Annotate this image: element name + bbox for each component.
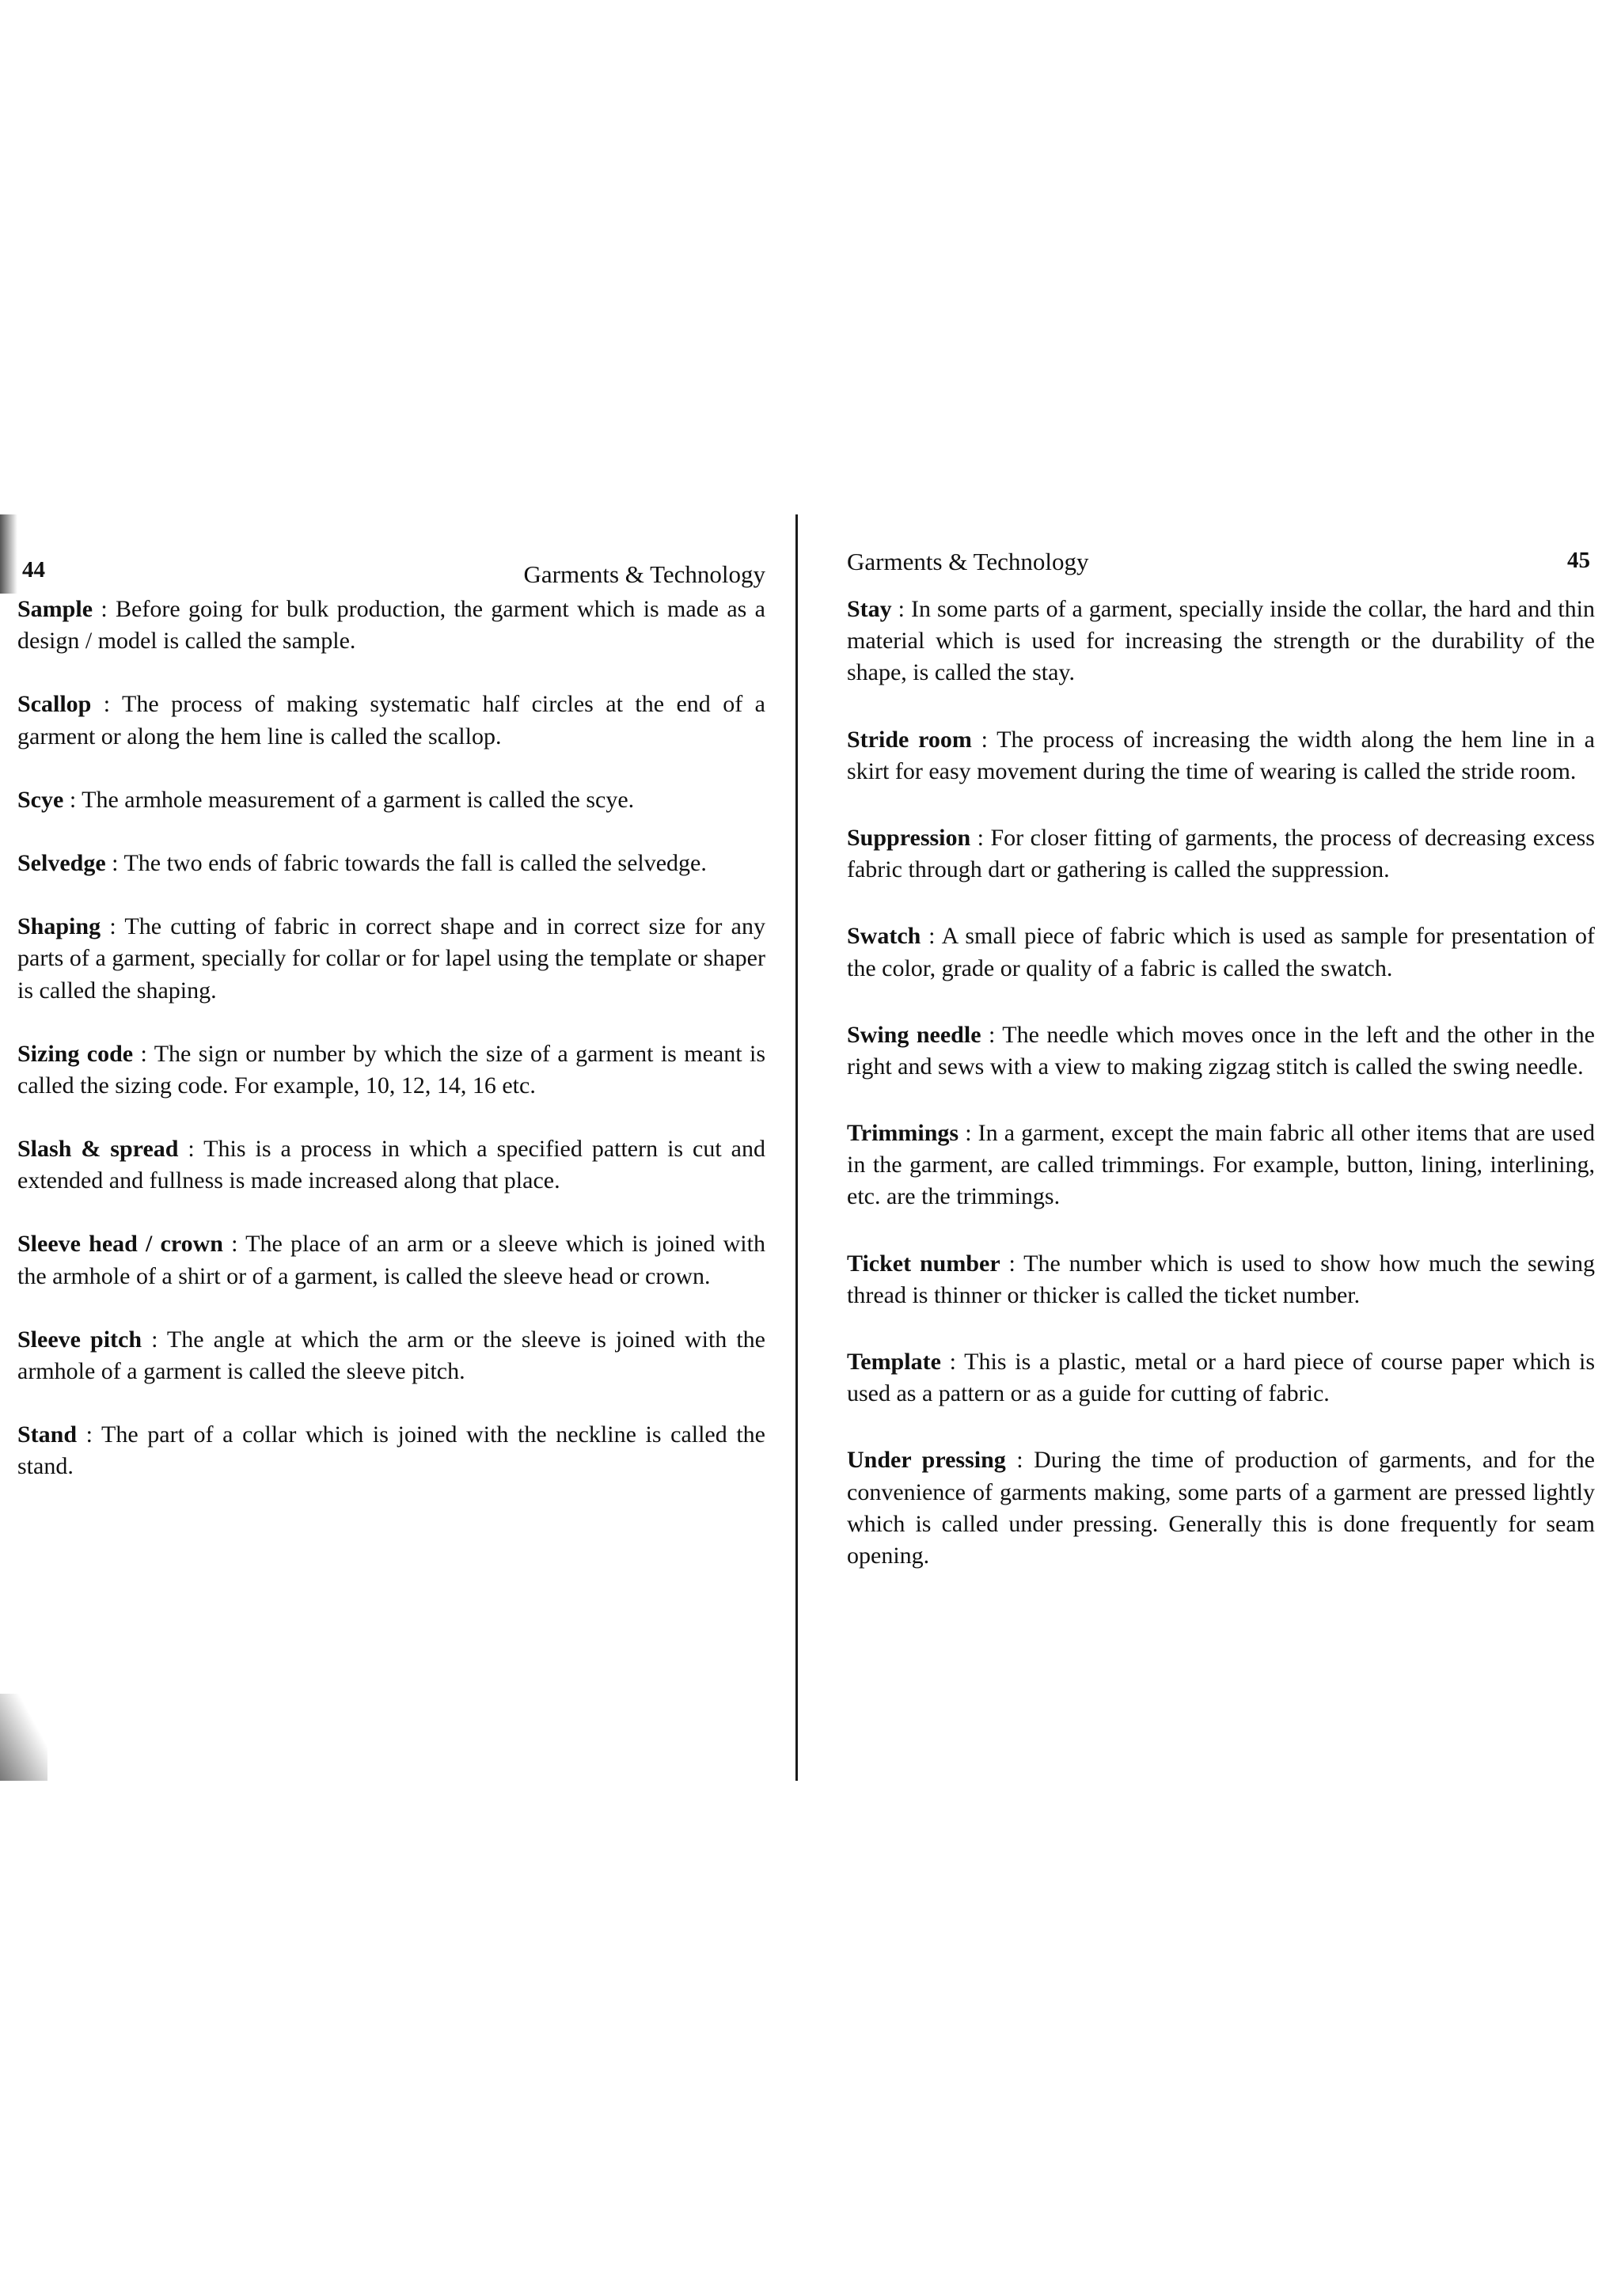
glossary-term: Scallop — [17, 691, 92, 718]
glossary-term: Swatch — [847, 923, 921, 950]
glossary-definition: : The two ends of fabric towards the fall is called the selvedge. — [105, 849, 707, 876]
glossary-term: Selvedge — [17, 849, 106, 876]
glossary-definition: : In some parts of a garment, specially inside the collar, the hard and thin material which is used for increasing the strength or the durability of the shape, is called the stay. — [847, 596, 1595, 686]
glossary-entry — [847, 822, 1595, 886]
glossary-term: Stand — [17, 1421, 78, 1448]
glossary-term: Sample — [17, 596, 93, 622]
book-gutter — [795, 514, 798, 1781]
glossary-term: Sizing code — [17, 1040, 134, 1067]
glossary-definition: : The cutting of fabric in correct shape and in correct size for any parts of a garment, specially for collar or for lapel using the template or shaper is called the shaping. — [17, 913, 765, 1004]
running-title: Garments & Technology — [847, 548, 1089, 575]
glossary-term: Sleeve head / crown — [17, 1231, 223, 1258]
glossary-definition: : The number which is used to show how much the sewing thread is thinner or thicker is called the ticket number. — [847, 1250, 1595, 1308]
glossary-term: Ticket number — [847, 1250, 1000, 1277]
scan-shadow — [0, 1694, 47, 1781]
glossary-definition: : In a garment, except the main fabric all other items that are used in the garment, are called trimmings. For example, button, lining, interlining, etc. are the trimmings. — [847, 1120, 1595, 1210]
glossary-entry — [17, 689, 765, 752]
glossary-term: Shaping — [17, 913, 101, 940]
glossary-entry — [17, 911, 765, 1007]
glossary-entry — [17, 594, 765, 657]
running-head — [17, 546, 765, 594]
glossary-term: Slash & spread — [17, 1136, 179, 1163]
glossary-entry — [17, 1419, 765, 1482]
glossary-term: Template — [847, 1349, 941, 1375]
glossary-term: Sleeve pitch — [17, 1326, 142, 1353]
glossary-term: Scye — [17, 786, 64, 813]
glossary-term: Stride room — [847, 726, 972, 753]
glossary-entry — [847, 920, 1595, 984]
right-page — [847, 546, 1595, 1572]
scan-shadow — [0, 514, 17, 594]
glossary-definition: : This is a process in which a specified pattern is cut and extended and fullness is made increased along that place. — [17, 1136, 765, 1194]
glossary-entry — [847, 724, 1595, 787]
glossary-term: Trimmings — [847, 1120, 959, 1147]
glossary-definition: : The angle at which the arm or the sleeve is joined with the armhole of a garment is called the sleeve pitch. — [17, 1326, 765, 1384]
glossary-definition: : The needle which moves once in the left and the other in the right and sews with a view to making zigzag stitch is called the swing needle. — [847, 1021, 1595, 1080]
glossary-definition: : This is a plastic, metal or a hard piece of course paper which is used as a pattern or as a guide for cutting of fabric. — [847, 1349, 1595, 1407]
glossary-definition: : During the time of production of garments, and for the convenience of garments making, some parts of a garment are pressed lightly which is called under pressing. Generally this is done frequently for seam opening. — [847, 1447, 1596, 1569]
glossary-entry — [17, 1038, 765, 1102]
page-number: 45 — [1567, 548, 1590, 573]
glossary-definition: : The process of increasing the width along the hem line in a skirt for easy movement during the time of wearing is called the stride room. — [847, 726, 1596, 784]
glossary-term: Swing needle — [847, 1021, 981, 1048]
left-page — [17, 546, 765, 1483]
glossary-entry — [847, 1248, 1595, 1311]
glossary-entry — [17, 1324, 765, 1387]
page-number: 44 — [22, 557, 45, 583]
glossary-definition: : The sign or number by which the size of a garment is meant is called the sizing code. For example, 10, 12, 14, 16 etc. — [17, 1040, 765, 1099]
glossary-term: Suppression — [847, 824, 971, 851]
glossary-term: Under pressing — [847, 1447, 1006, 1474]
glossary-entry — [17, 848, 765, 879]
glossary-entry — [17, 784, 765, 816]
glossary-definition: : The armhole measurement of a garment is called the scye. — [63, 786, 635, 813]
glossary-entry — [847, 1346, 1595, 1410]
glossary-entry — [847, 594, 1595, 689]
glossary-definition: : A small piece of fabric which is used as sample for presentation of the color, grade or quality of a fabric is called the swatch. — [847, 923, 1595, 981]
glossary-entry — [847, 1444, 1595, 1572]
glossary-definition: : The part of a collar which is joined with the neckline is called the stand. — [17, 1421, 765, 1480]
glossary-definition: : The process of making systematic half circles at the end of a garment or along the hem line is called the scallop. — [17, 691, 765, 750]
glossary-entry — [17, 1228, 765, 1292]
glossary-definition: : The place of an arm or a sleeve which is joined with the armhole of a shirt or of a garment, is called the sleeve head or crown. — [17, 1231, 765, 1289]
running-head — [847, 546, 1595, 594]
glossary-entry — [847, 1118, 1595, 1213]
glossary-definition: : Before going for bulk production, the garment which is made as a design / model is called the sample. — [17, 596, 765, 655]
glossary-entry — [847, 1019, 1595, 1083]
glossary-entry — [17, 1133, 765, 1197]
running-title: Garments & Technology — [523, 560, 765, 588]
glossary-definition: : For closer fitting of garments, the process of decreasing excess fabric through dart or gathering is called the suppression. — [847, 824, 1595, 883]
glossary-term: Stay — [847, 596, 892, 622]
